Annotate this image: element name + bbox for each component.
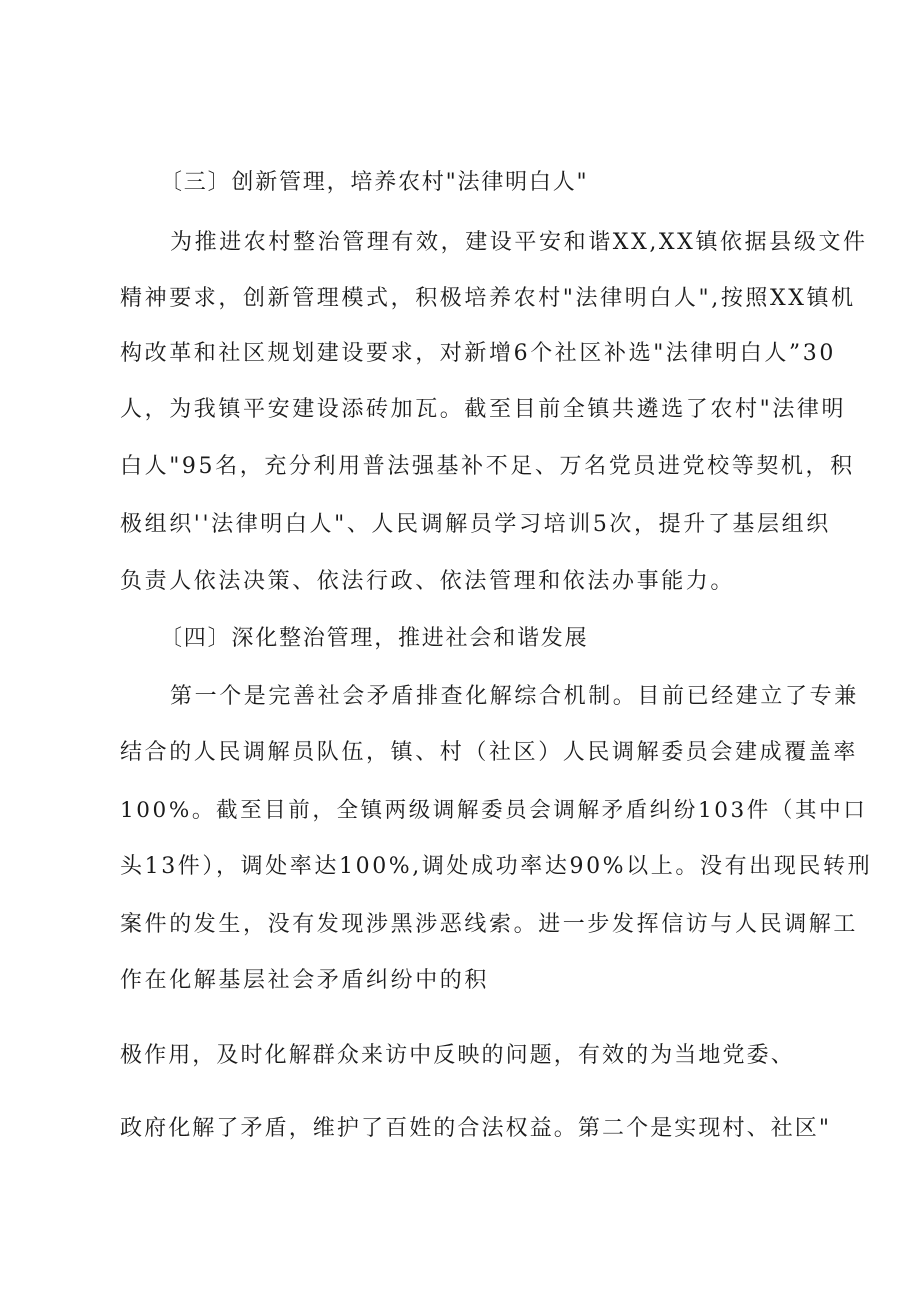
paragraph-line: 极组织''法律明白人"、人民调解员学习培训5次，提升了基层组织 — [120, 512, 831, 537]
section-4-heading: 〔四〕深化整治管理，推进社会和谐发展 — [160, 626, 589, 651]
paragraph-line: 第一个是完善社会矛盾排查化解综合机制。目前已经建立了专兼 — [170, 684, 859, 709]
paragraph-line: 负责人依法决策、依法行政、依法管理和依法办事能力。 — [120, 569, 736, 594]
paragraph-line: 精神要求，创新管理模式，积极培养农村"法律明白人",按照XX镇机 — [120, 286, 856, 311]
paragraph-line: 头13件），调处率达100%,调处成功率达90%以上。没有出现民转刑 — [120, 854, 873, 879]
section-3-heading: 〔三〕创新管理，培养农村"法律明白人" — [160, 170, 589, 195]
paragraph-line: 构改革和社区规划建设要求，对新增6个社区补选"法律明白人”30 — [120, 341, 836, 366]
paragraph-line: 结合的人民调解员队伍，镇、村（社区）人民调解委员会建成覆盖率 — [120, 740, 859, 765]
paragraph-line: 白人"95名，充分利用普法强基补不足、万名党员进党校等契机，积 — [120, 454, 855, 479]
paragraph-line: 人，为我镇平安建设添砖加瓦。截至目前全镇共遴选了农村"法律明 — [120, 397, 847, 422]
paragraph-line: 案件的发生，没有发现涉黑涉恶线索。进一步发挥信访与人民调解工 — [120, 912, 859, 937]
paragraph-line: 极作用，及时化解群众来访中反映的问题，有效的为当地党委、 — [120, 1043, 795, 1068]
paragraph-line: 100%。截至目前，全镇两级调解委员会调解矛盾纠纷103件（其中口 — [120, 798, 868, 823]
paragraph-line: 为推进农村整治管理有效，建设平安和谐XX,XX镇依据县级文件 — [170, 230, 868, 255]
paragraph-line: 作在化解基层社会矛盾纠纷中的积 — [120, 968, 490, 993]
paragraph-line: 政府化解了矛盾，维护了百姓的合法权益。第二个是实现村、社区" — [120, 1116, 832, 1141]
